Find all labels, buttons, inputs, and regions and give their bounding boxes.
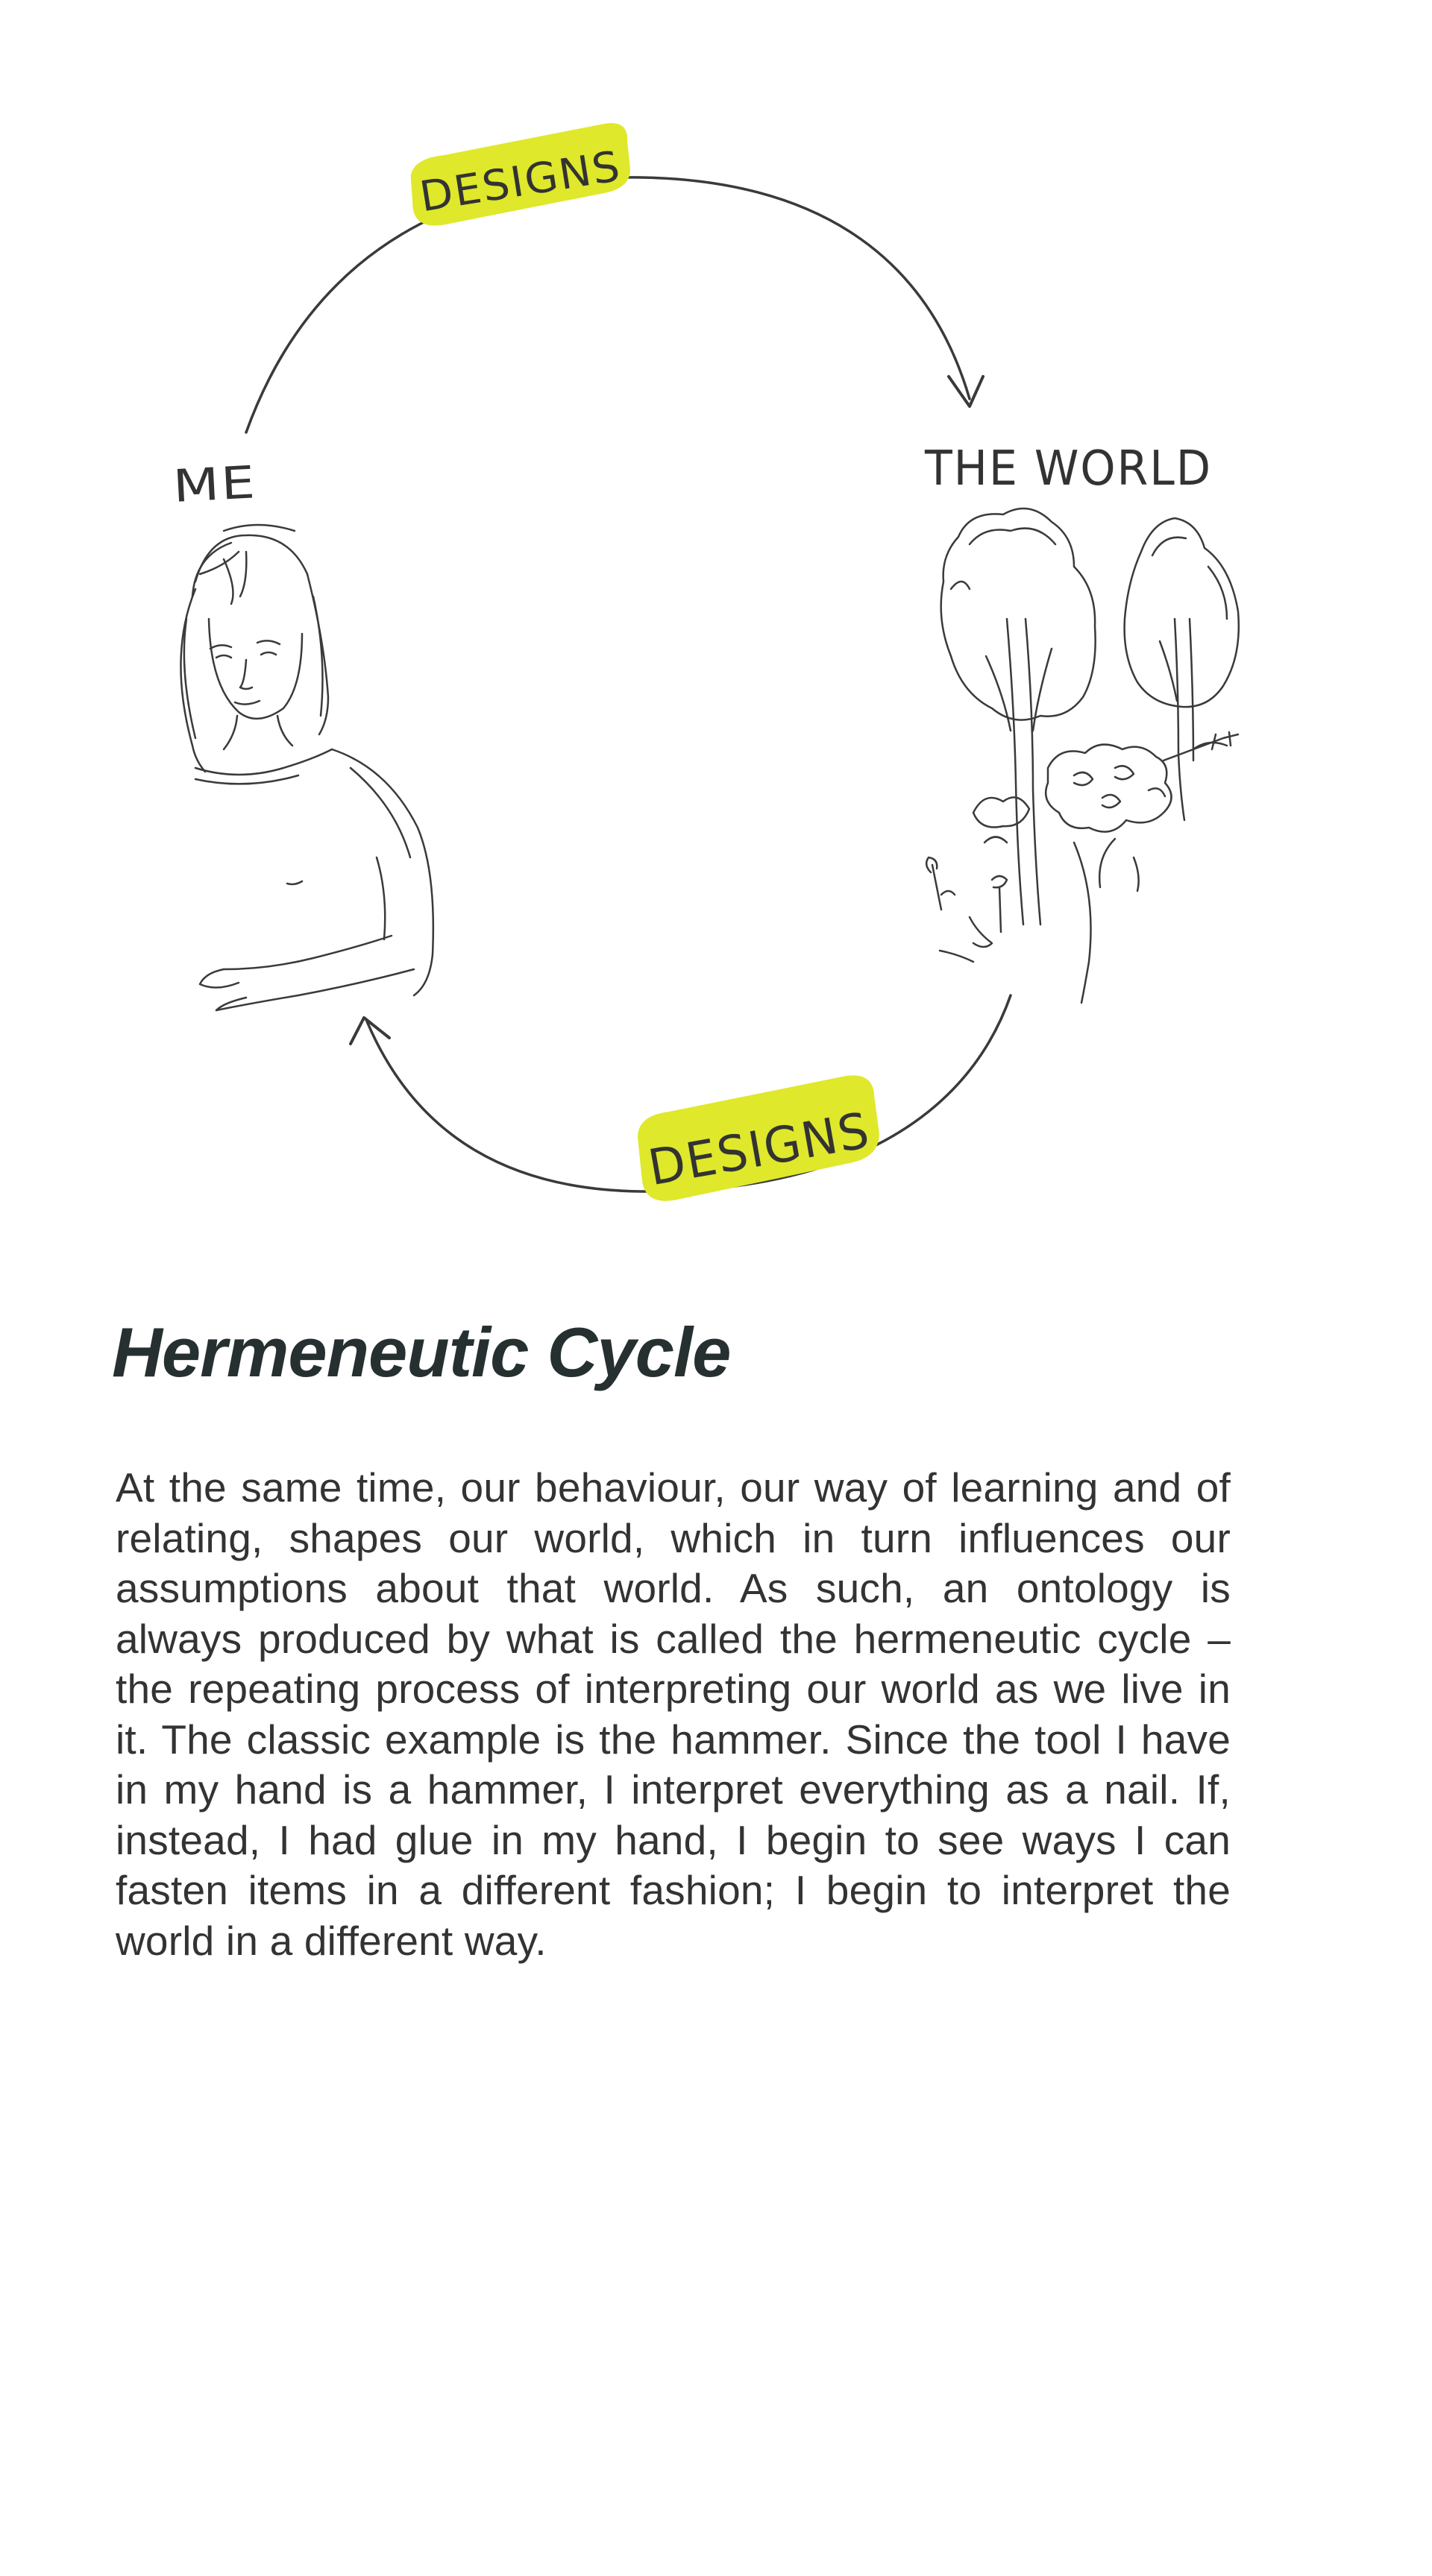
arrowhead-down-icon	[949, 377, 983, 406]
cycle-arrow-top	[246, 177, 970, 432]
woman-sketch-icon	[180, 525, 433, 1010]
the-world-label: THE WORLD	[924, 441, 1212, 497]
designs-label-bottom: DESIGNS	[644, 1100, 882, 1197]
hermeneutic-cycle-illustration	[0, 0, 1432, 1282]
me-label: ME	[172, 457, 245, 513]
page-title: Hermeneutic Cycle	[112, 1313, 731, 1391]
trees-sketch-icon	[926, 508, 1239, 1003]
body-paragraph: At the same time, our behaviour, our way of learning and of relating, shapes our world, which in turn influences our assumptions about that world. As such, an ontology is always produced by what is called the hermeneutic cycle – the repeating process of interpreting our world as we live in it. The classic example is the hammer. Since the tool I have in my hand is a hammer, I interpret everything as a nail. If, instead, I had glue in my hand, I begin to see ways I can fasten items in a different fashion; I begin to interpret the world in a different way.	[116, 1464, 1231, 1964]
designs-label-top: DESIGNS	[416, 142, 620, 222]
